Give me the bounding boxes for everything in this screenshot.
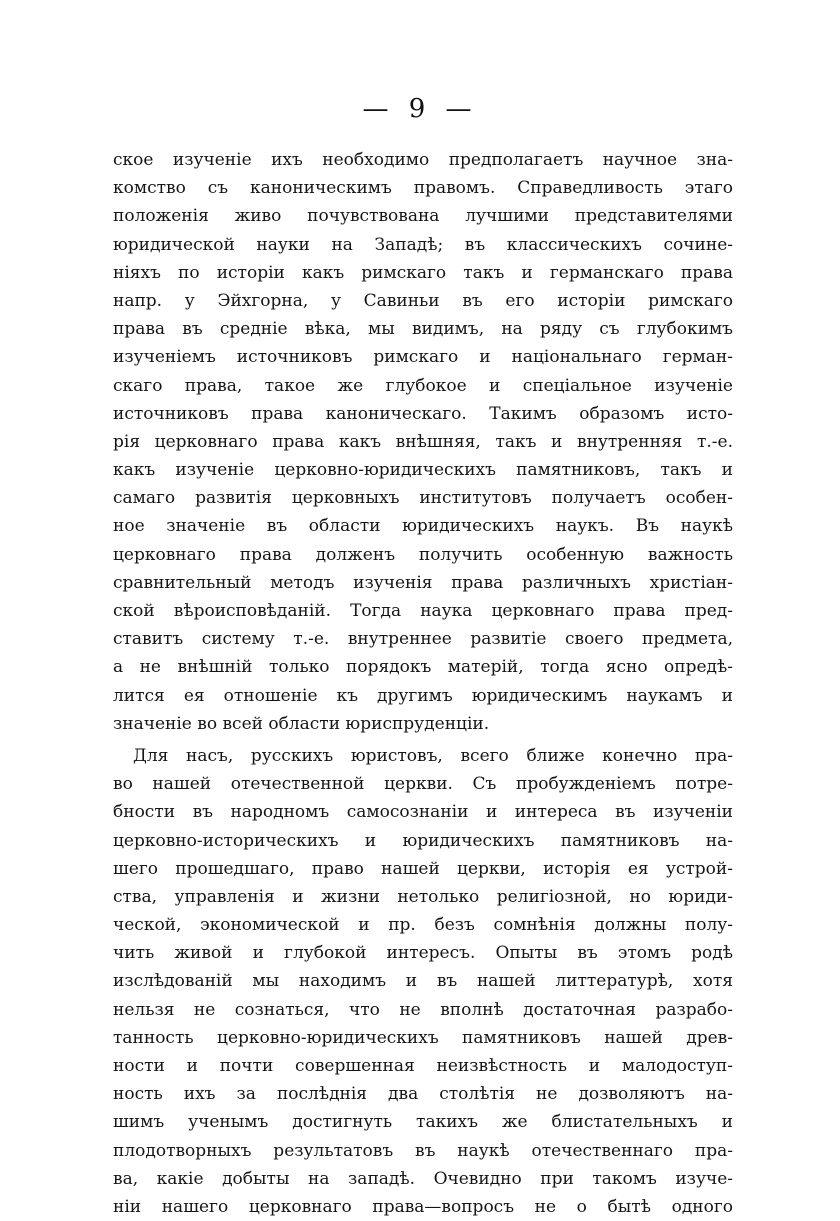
text-line: положенія живо почувствована лучшими представителями <box>113 206 733 227</box>
text-line: права въ средніе вѣка, мы видимъ, на ряду съ глубокимъ <box>113 319 733 340</box>
text-line: значеніе во всей области юриспруденціи. <box>113 713 490 734</box>
text-line: ва, какіе добыты на западѣ. Очевидно при такомъ изуче- <box>113 1168 733 1189</box>
text-line: нельзя не сознаться, что не вполнѣ достаточная разрабо- <box>113 999 733 1020</box>
paragraph-2 <box>113 742 733 1221</box>
text-line: во нашей отечественной церкви. Съ пробужденіемъ потре- <box>113 774 733 795</box>
text-line: ческой, экономической и пр. безъ сомнѣнія должны полу- <box>113 915 733 936</box>
text-line: рія церковнаго права какъ внѣшняя, такъ и внутренняя т.-е. <box>113 431 733 452</box>
text-line: источниковъ права каноническаго. Такимъ образомъ исто- <box>113 403 733 424</box>
text-line: церковно-историческихъ и юридическихъ памятниковъ на- <box>113 830 733 851</box>
text-line: самаго развитія церковныхъ институтовъ получаетъ особен- <box>113 488 733 509</box>
page-number: — 9 — <box>362 94 478 124</box>
text-line: ской вѣроисповѣданій. Тогда наука церковнаго права пред- <box>113 601 733 621</box>
text-line: шимъ ученымъ достигнуть такихъ же блистательныхъ и <box>113 1112 733 1133</box>
text-line: ности и почти совершенная неизвѣстность и малодоступ- <box>113 1056 733 1076</box>
text-line: ства, управленія и жизни нетолько религіозной, но юриди- <box>113 886 733 907</box>
text-line: лится ея отношеніе къ другимъ юридическимъ наукамъ и <box>113 685 733 706</box>
text-line: напр. у Эйхгорна, у Савиньи въ его исторіи римскаго <box>113 290 733 311</box>
text-line: юридической науки на Западѣ; въ классическихъ сочине- <box>113 234 733 255</box>
text-line: церковнаго права долженъ получить особенную важность <box>113 544 733 565</box>
text-line: а не внѣшній только порядокъ матерій, тогда ясно опредѣ- <box>113 657 733 678</box>
text-line: ніяхъ по исторіи какъ римскаго такъ и германскаго права <box>113 262 733 283</box>
text-line: чить живой и глубокой интересъ. Опыты въ этомъ родѣ <box>113 943 733 964</box>
text-line: ность ихъ за послѣднія два столѣтія не дозволяютъ на- <box>113 1084 733 1105</box>
body-text <box>113 146 733 1221</box>
text-line: ское изученіе ихъ необходимо предполагаетъ научное зна- <box>113 150 733 170</box>
text-line: скаго права, такое же глубокое и спеціальное изученіе <box>113 375 733 396</box>
text-line: ніи нашего церковнаго права—вопросъ не о бытѣ одного <box>113 1196 733 1217</box>
text-line: изученіемъ источниковъ римскаго и національнаго герман- <box>113 347 733 368</box>
text-line: сравнительный методъ изученія права различныхъ христіан- <box>113 572 733 593</box>
text-line: Для насъ, русскихъ юристовъ, всего ближе конечно пра- <box>133 745 733 766</box>
text-line: ставитъ систему т.-е. внутреннее развитіе своего предмета, <box>113 629 733 650</box>
text-line: танность церковно-юридическихъ памятниковъ нашей древ- <box>113 1027 733 1048</box>
text-line: изслѣдованій мы находимъ и въ нашей литтературѣ, хотя <box>113 971 733 992</box>
text-line: комство съ каноническимъ правомъ. Справедливость этаго <box>113 178 733 199</box>
paragraph-1 <box>113 146 733 738</box>
text-line: плодотворныхъ результатовъ въ наукѣ отечественнаго пра- <box>113 1140 733 1161</box>
text-line: какъ изученіе церковно-юридическихъ памятниковъ, такъ и <box>113 460 733 481</box>
text-line: бности въ народномъ самосознаніи и интереса въ изученіи <box>113 802 733 823</box>
text-line: ное значеніе въ области юридическихъ наукъ. Въ наукѣ <box>113 516 733 537</box>
text-line: шего прошедшаго, право нашей церкви, исторія ея устрой- <box>113 858 733 879</box>
